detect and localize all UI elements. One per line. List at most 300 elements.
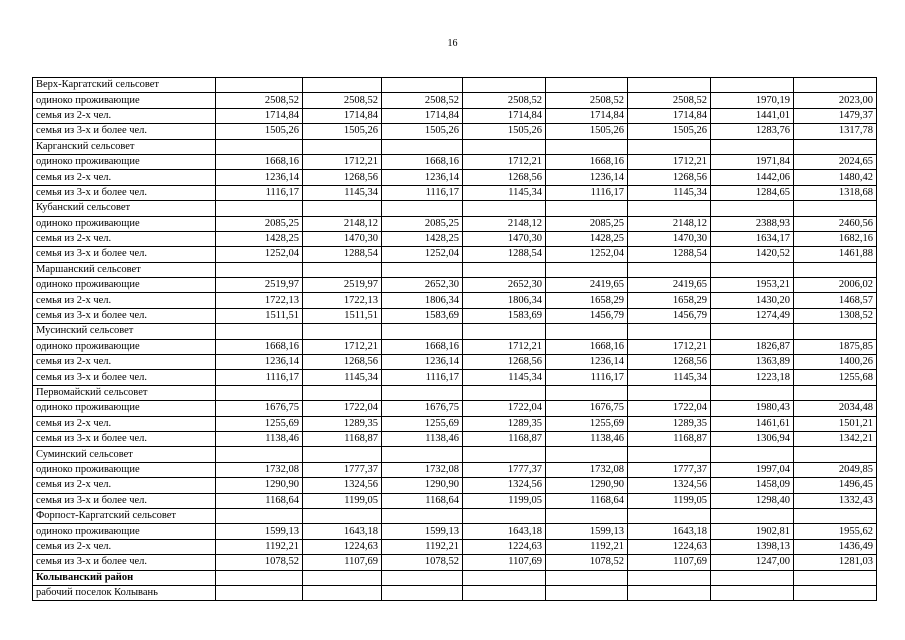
- value-cell: 1236,14: [216, 355, 303, 370]
- table-row: [33, 170, 877, 185]
- value-cell: 1479,37: [794, 108, 877, 123]
- value-cell: 1255,69: [546, 416, 628, 431]
- value-cell: 1470,30: [303, 231, 382, 246]
- value-cell: 2508,52: [216, 93, 303, 108]
- row-label: семья из 3-х и более чел.: [33, 493, 216, 508]
- empty-cell: [303, 447, 382, 462]
- value-cell: 1252,04: [216, 247, 303, 262]
- value-cell: 1116,17: [546, 370, 628, 385]
- value-cell: 1324,56: [303, 478, 382, 493]
- value-cell: 1442,06: [711, 170, 794, 185]
- value-cell: 1289,35: [463, 416, 546, 431]
- district-header-row: [33, 570, 877, 585]
- value-cell: 1116,17: [546, 185, 628, 200]
- settlement-name: Кубанский сельсовет: [33, 201, 216, 216]
- settlement-header-row: [33, 78, 877, 93]
- table-row: [33, 539, 877, 554]
- row-label: одиноко проживающие: [33, 462, 216, 477]
- empty-cell: [382, 570, 463, 585]
- table-row: [33, 339, 877, 354]
- value-cell: 1682,16: [794, 231, 877, 246]
- row-label: семья из 2-х чел.: [33, 416, 216, 431]
- table-row: [33, 154, 877, 169]
- value-cell: 1953,21: [711, 278, 794, 293]
- empty-cell: [711, 385, 794, 400]
- empty-cell: [463, 385, 546, 400]
- value-cell: 1268,56: [303, 355, 382, 370]
- value-cell: 1712,21: [463, 154, 546, 169]
- empty-cell: [628, 78, 711, 93]
- empty-cell: [794, 324, 877, 339]
- settlement-header-row: [33, 201, 877, 216]
- tariff-table: [32, 77, 877, 601]
- value-cell: 1289,35: [303, 416, 382, 431]
- empty-cell: [546, 508, 628, 523]
- value-cell: 1722,04: [463, 401, 546, 416]
- row-label: одиноко проживающие: [33, 524, 216, 539]
- value-cell: 1107,69: [463, 555, 546, 570]
- value-cell: 1505,26: [463, 124, 546, 139]
- value-cell: 1400,26: [794, 355, 877, 370]
- value-cell: 1971,84: [711, 154, 794, 169]
- value-cell: 1290,90: [216, 478, 303, 493]
- value-cell: 1668,16: [216, 339, 303, 354]
- value-cell: 1192,21: [382, 539, 463, 554]
- value-cell: 1145,34: [303, 185, 382, 200]
- empty-cell: [711, 447, 794, 462]
- value-cell: 1505,26: [546, 124, 628, 139]
- value-cell: 1511,51: [216, 308, 303, 323]
- value-cell: 1268,56: [628, 170, 711, 185]
- empty-cell: [216, 585, 303, 600]
- table-body: [33, 78, 877, 601]
- value-cell: 1428,25: [382, 231, 463, 246]
- empty-cell: [382, 78, 463, 93]
- value-cell: 2049,85: [794, 462, 877, 477]
- value-cell: 1461,88: [794, 247, 877, 262]
- value-cell: 1722,13: [303, 293, 382, 308]
- value-cell: 1658,29: [546, 293, 628, 308]
- value-cell: 2024,65: [794, 154, 877, 169]
- value-cell: 1224,63: [303, 539, 382, 554]
- value-cell: 1288,54: [463, 247, 546, 262]
- table-row: [33, 108, 877, 123]
- table-row: [33, 416, 877, 431]
- settlement-header-row: [33, 139, 877, 154]
- value-cell: 1290,90: [546, 478, 628, 493]
- empty-cell: [628, 447, 711, 462]
- value-cell: 1456,79: [546, 308, 628, 323]
- value-cell: 1268,56: [463, 355, 546, 370]
- empty-cell: [216, 201, 303, 216]
- value-cell: 1676,75: [216, 401, 303, 416]
- district-name: Колыванский район: [33, 570, 216, 585]
- value-cell: 1714,84: [546, 108, 628, 123]
- value-cell: 1714,84: [216, 108, 303, 123]
- value-cell: 2508,52: [463, 93, 546, 108]
- row-label: одиноко проживающие: [33, 93, 216, 108]
- value-cell: 1714,84: [628, 108, 711, 123]
- value-cell: 1712,21: [303, 154, 382, 169]
- value-cell: 2460,56: [794, 216, 877, 231]
- empty-cell: [216, 262, 303, 277]
- value-cell: 1970,19: [711, 93, 794, 108]
- table-row: [33, 231, 877, 246]
- value-cell: 1288,54: [628, 247, 711, 262]
- value-cell: 1078,52: [216, 555, 303, 570]
- value-cell: 1714,84: [382, 108, 463, 123]
- empty-cell: [382, 508, 463, 523]
- value-cell: 1712,21: [303, 339, 382, 354]
- row-label: семья из 2-х чел.: [33, 539, 216, 554]
- value-cell: 2006,02: [794, 278, 877, 293]
- row-label: одиноко проживающие: [33, 216, 216, 231]
- value-cell: 1501,21: [794, 416, 877, 431]
- value-cell: 1116,17: [382, 370, 463, 385]
- row-label: семья из 3-х и более чел.: [33, 185, 216, 200]
- empty-cell: [303, 262, 382, 277]
- value-cell: 1289,35: [628, 416, 711, 431]
- value-cell: 1436,49: [794, 539, 877, 554]
- value-cell: 2388,93: [711, 216, 794, 231]
- empty-cell: [216, 385, 303, 400]
- value-cell: 1441,01: [711, 108, 794, 123]
- value-cell: 1902,81: [711, 524, 794, 539]
- empty-cell: [216, 508, 303, 523]
- table-row: [33, 462, 877, 477]
- empty-cell: [794, 201, 877, 216]
- empty-cell: [382, 385, 463, 400]
- value-cell: 1668,16: [546, 339, 628, 354]
- value-cell: 1722,13: [216, 293, 303, 308]
- settlement-header-row: [33, 447, 877, 462]
- empty-cell: [216, 324, 303, 339]
- value-cell: 1398,13: [711, 539, 794, 554]
- settlement-name: Верх-Каргатский сельсовет: [33, 78, 216, 93]
- settlement-name: Суминский сельсовет: [33, 447, 216, 462]
- empty-cell: [303, 570, 382, 585]
- value-cell: 1732,08: [382, 462, 463, 477]
- value-cell: 1806,34: [463, 293, 546, 308]
- empty-cell: [463, 585, 546, 600]
- value-cell: 1223,18: [711, 370, 794, 385]
- value-cell: 1107,69: [628, 555, 711, 570]
- settlement-header-row: [33, 385, 877, 400]
- value-cell: 1511,51: [303, 308, 382, 323]
- value-cell: 1236,14: [382, 170, 463, 185]
- settlement-header-row: [33, 324, 877, 339]
- empty-cell: [303, 78, 382, 93]
- row-label: семья из 3-х и более чел.: [33, 247, 216, 262]
- table-row: [33, 401, 877, 416]
- value-cell: 1668,16: [382, 339, 463, 354]
- value-cell: 1714,84: [303, 108, 382, 123]
- value-cell: 1318,68: [794, 185, 877, 200]
- value-cell: 2519,97: [216, 278, 303, 293]
- value-cell: 1168,64: [546, 493, 628, 508]
- value-cell: 1777,37: [463, 462, 546, 477]
- settlement-name: рабочий поселок Колывань: [33, 585, 216, 600]
- value-cell: 1583,69: [463, 308, 546, 323]
- settlement-name: Маршанский сельсовет: [33, 262, 216, 277]
- value-cell: 1247,00: [711, 555, 794, 570]
- empty-cell: [628, 385, 711, 400]
- value-cell: 1145,34: [303, 370, 382, 385]
- empty-cell: [628, 201, 711, 216]
- table-row: [33, 216, 877, 231]
- settlement-header-row: [33, 585, 877, 600]
- value-cell: 1363,89: [711, 355, 794, 370]
- table-row: [33, 278, 877, 293]
- value-cell: 1470,30: [628, 231, 711, 246]
- value-cell: 1168,64: [382, 493, 463, 508]
- value-cell: 1428,25: [216, 231, 303, 246]
- value-cell: 1145,34: [463, 185, 546, 200]
- empty-cell: [382, 324, 463, 339]
- value-cell: 1420,52: [711, 247, 794, 262]
- value-cell: 1332,43: [794, 493, 877, 508]
- settlement-header-row: [33, 262, 877, 277]
- empty-cell: [546, 447, 628, 462]
- empty-cell: [303, 324, 382, 339]
- value-cell: 1599,13: [546, 524, 628, 539]
- value-cell: 1268,56: [303, 170, 382, 185]
- empty-cell: [546, 139, 628, 154]
- empty-cell: [711, 139, 794, 154]
- empty-cell: [546, 78, 628, 93]
- empty-cell: [382, 262, 463, 277]
- empty-cell: [711, 585, 794, 600]
- row-label: семья из 3-х и более чел.: [33, 124, 216, 139]
- value-cell: 2508,52: [628, 93, 711, 108]
- value-cell: 1255,69: [216, 416, 303, 431]
- empty-cell: [216, 139, 303, 154]
- value-cell: 1317,78: [794, 124, 877, 139]
- empty-cell: [794, 78, 877, 93]
- value-cell: 1255,69: [382, 416, 463, 431]
- empty-cell: [303, 201, 382, 216]
- value-cell: 1658,29: [628, 293, 711, 308]
- row-label: семья из 3-х и более чел.: [33, 370, 216, 385]
- value-cell: 1643,18: [463, 524, 546, 539]
- settlement-name: Форпост-Каргатский сельсовет: [33, 508, 216, 523]
- empty-cell: [711, 324, 794, 339]
- empty-cell: [628, 262, 711, 277]
- empty-cell: [711, 570, 794, 585]
- empty-cell: [216, 78, 303, 93]
- table-row: [33, 308, 877, 323]
- row-label: семья из 2-х чел.: [33, 293, 216, 308]
- value-cell: 1192,21: [546, 539, 628, 554]
- value-cell: 1480,42: [794, 170, 877, 185]
- empty-cell: [628, 508, 711, 523]
- value-cell: 1676,75: [546, 401, 628, 416]
- empty-cell: [711, 78, 794, 93]
- empty-cell: [303, 508, 382, 523]
- table-row: [33, 93, 877, 108]
- value-cell: 2034,48: [794, 401, 877, 416]
- value-cell: 1722,04: [303, 401, 382, 416]
- value-cell: 1324,56: [463, 478, 546, 493]
- value-cell: 1306,94: [711, 431, 794, 446]
- row-label: одиноко проживающие: [33, 339, 216, 354]
- value-cell: 1634,17: [711, 231, 794, 246]
- row-label: одиноко проживающие: [33, 278, 216, 293]
- empty-cell: [711, 508, 794, 523]
- row-label: семья из 2-х чел.: [33, 170, 216, 185]
- value-cell: 1470,30: [463, 231, 546, 246]
- value-cell: 1668,16: [216, 154, 303, 169]
- empty-cell: [382, 447, 463, 462]
- value-cell: 1252,04: [546, 247, 628, 262]
- value-cell: 1138,46: [382, 431, 463, 446]
- row-label: семья из 2-х чел.: [33, 478, 216, 493]
- table-row: [33, 247, 877, 262]
- empty-cell: [546, 570, 628, 585]
- value-cell: 1668,16: [382, 154, 463, 169]
- value-cell: 1107,69: [303, 555, 382, 570]
- value-cell: 2508,52: [546, 93, 628, 108]
- value-cell: 1599,13: [216, 524, 303, 539]
- value-cell: 2085,25: [382, 216, 463, 231]
- empty-cell: [711, 262, 794, 277]
- value-cell: 1777,37: [628, 462, 711, 477]
- value-cell: 2419,65: [628, 278, 711, 293]
- empty-cell: [463, 139, 546, 154]
- table-row: [33, 185, 877, 200]
- value-cell: 2652,30: [382, 278, 463, 293]
- empty-cell: [216, 447, 303, 462]
- table-row: [33, 493, 877, 508]
- empty-cell: [463, 201, 546, 216]
- value-cell: 1712,21: [628, 154, 711, 169]
- value-cell: 1676,75: [382, 401, 463, 416]
- value-cell: 1199,05: [303, 493, 382, 508]
- value-cell: 1236,14: [382, 355, 463, 370]
- value-cell: 1712,21: [628, 339, 711, 354]
- row-label: семья из 2-х чел.: [33, 231, 216, 246]
- value-cell: 1505,26: [382, 124, 463, 139]
- value-cell: 1458,09: [711, 478, 794, 493]
- value-cell: 1268,56: [628, 355, 711, 370]
- value-cell: 2085,25: [216, 216, 303, 231]
- value-cell: 1430,20: [711, 293, 794, 308]
- empty-cell: [303, 385, 382, 400]
- empty-cell: [382, 139, 463, 154]
- value-cell: 1145,34: [628, 370, 711, 385]
- value-cell: 2023,00: [794, 93, 877, 108]
- value-cell: 1722,04: [628, 401, 711, 416]
- row-label: одиноко проживающие: [33, 401, 216, 416]
- empty-cell: [794, 585, 877, 600]
- empty-cell: [216, 570, 303, 585]
- value-cell: 1468,57: [794, 293, 877, 308]
- value-cell: 1284,65: [711, 185, 794, 200]
- empty-cell: [382, 201, 463, 216]
- empty-cell: [463, 570, 546, 585]
- value-cell: 1428,25: [546, 231, 628, 246]
- empty-cell: [303, 139, 382, 154]
- empty-cell: [711, 201, 794, 216]
- value-cell: 1875,85: [794, 339, 877, 354]
- value-cell: 1274,49: [711, 308, 794, 323]
- value-cell: 1643,18: [628, 524, 711, 539]
- row-label: семья из 3-х и более чел.: [33, 308, 216, 323]
- value-cell: 2508,52: [382, 93, 463, 108]
- value-cell: 1342,21: [794, 431, 877, 446]
- value-cell: 2419,65: [546, 278, 628, 293]
- value-cell: 1324,56: [628, 478, 711, 493]
- value-cell: 1777,37: [303, 462, 382, 477]
- value-cell: 2519,97: [303, 278, 382, 293]
- empty-cell: [794, 385, 877, 400]
- value-cell: 1268,56: [463, 170, 546, 185]
- value-cell: 1281,03: [794, 555, 877, 570]
- value-cell: 2508,52: [303, 93, 382, 108]
- value-cell: 1199,05: [628, 493, 711, 508]
- empty-cell: [794, 262, 877, 277]
- value-cell: 1078,52: [546, 555, 628, 570]
- row-label: семья из 3-х и более чел.: [33, 431, 216, 446]
- value-cell: 1308,52: [794, 308, 877, 323]
- table-row: [33, 355, 877, 370]
- table-row: [33, 478, 877, 493]
- empty-cell: [794, 508, 877, 523]
- table-row: [33, 431, 877, 446]
- value-cell: 1138,46: [546, 431, 628, 446]
- empty-cell: [546, 262, 628, 277]
- row-label: семья из 2-х чел.: [33, 108, 216, 123]
- value-cell: 1288,54: [303, 247, 382, 262]
- value-cell: 1192,21: [216, 539, 303, 554]
- value-cell: 1643,18: [303, 524, 382, 539]
- value-cell: 2148,12: [303, 216, 382, 231]
- row-label: семья из 3-х и более чел.: [33, 555, 216, 570]
- value-cell: 1224,63: [628, 539, 711, 554]
- value-cell: 1505,26: [303, 124, 382, 139]
- value-cell: 1116,17: [216, 185, 303, 200]
- empty-cell: [628, 139, 711, 154]
- value-cell: 1145,34: [463, 370, 546, 385]
- settlement-name: Первомайский сельсовет: [33, 385, 216, 400]
- value-cell: 1997,04: [711, 462, 794, 477]
- value-cell: 1283,76: [711, 124, 794, 139]
- value-cell: 1583,69: [382, 308, 463, 323]
- value-cell: 1806,34: [382, 293, 463, 308]
- value-cell: 1298,40: [711, 493, 794, 508]
- empty-cell: [382, 585, 463, 600]
- empty-cell: [628, 585, 711, 600]
- value-cell: 1505,26: [216, 124, 303, 139]
- empty-cell: [463, 324, 546, 339]
- empty-cell: [546, 324, 628, 339]
- value-cell: 1980,43: [711, 401, 794, 416]
- settlement-header-row: [33, 508, 877, 523]
- value-cell: 1168,87: [463, 431, 546, 446]
- value-cell: 1732,08: [216, 462, 303, 477]
- row-label: семья из 2-х чел.: [33, 355, 216, 370]
- empty-cell: [463, 78, 546, 93]
- value-cell: 1224,63: [463, 539, 546, 554]
- value-cell: 1236,14: [216, 170, 303, 185]
- value-cell: 1168,87: [628, 431, 711, 446]
- value-cell: 1712,21: [463, 339, 546, 354]
- value-cell: 1168,87: [303, 431, 382, 446]
- value-cell: 1456,79: [628, 308, 711, 323]
- value-cell: 1496,45: [794, 478, 877, 493]
- value-cell: 1255,68: [794, 370, 877, 385]
- value-cell: 1116,17: [216, 370, 303, 385]
